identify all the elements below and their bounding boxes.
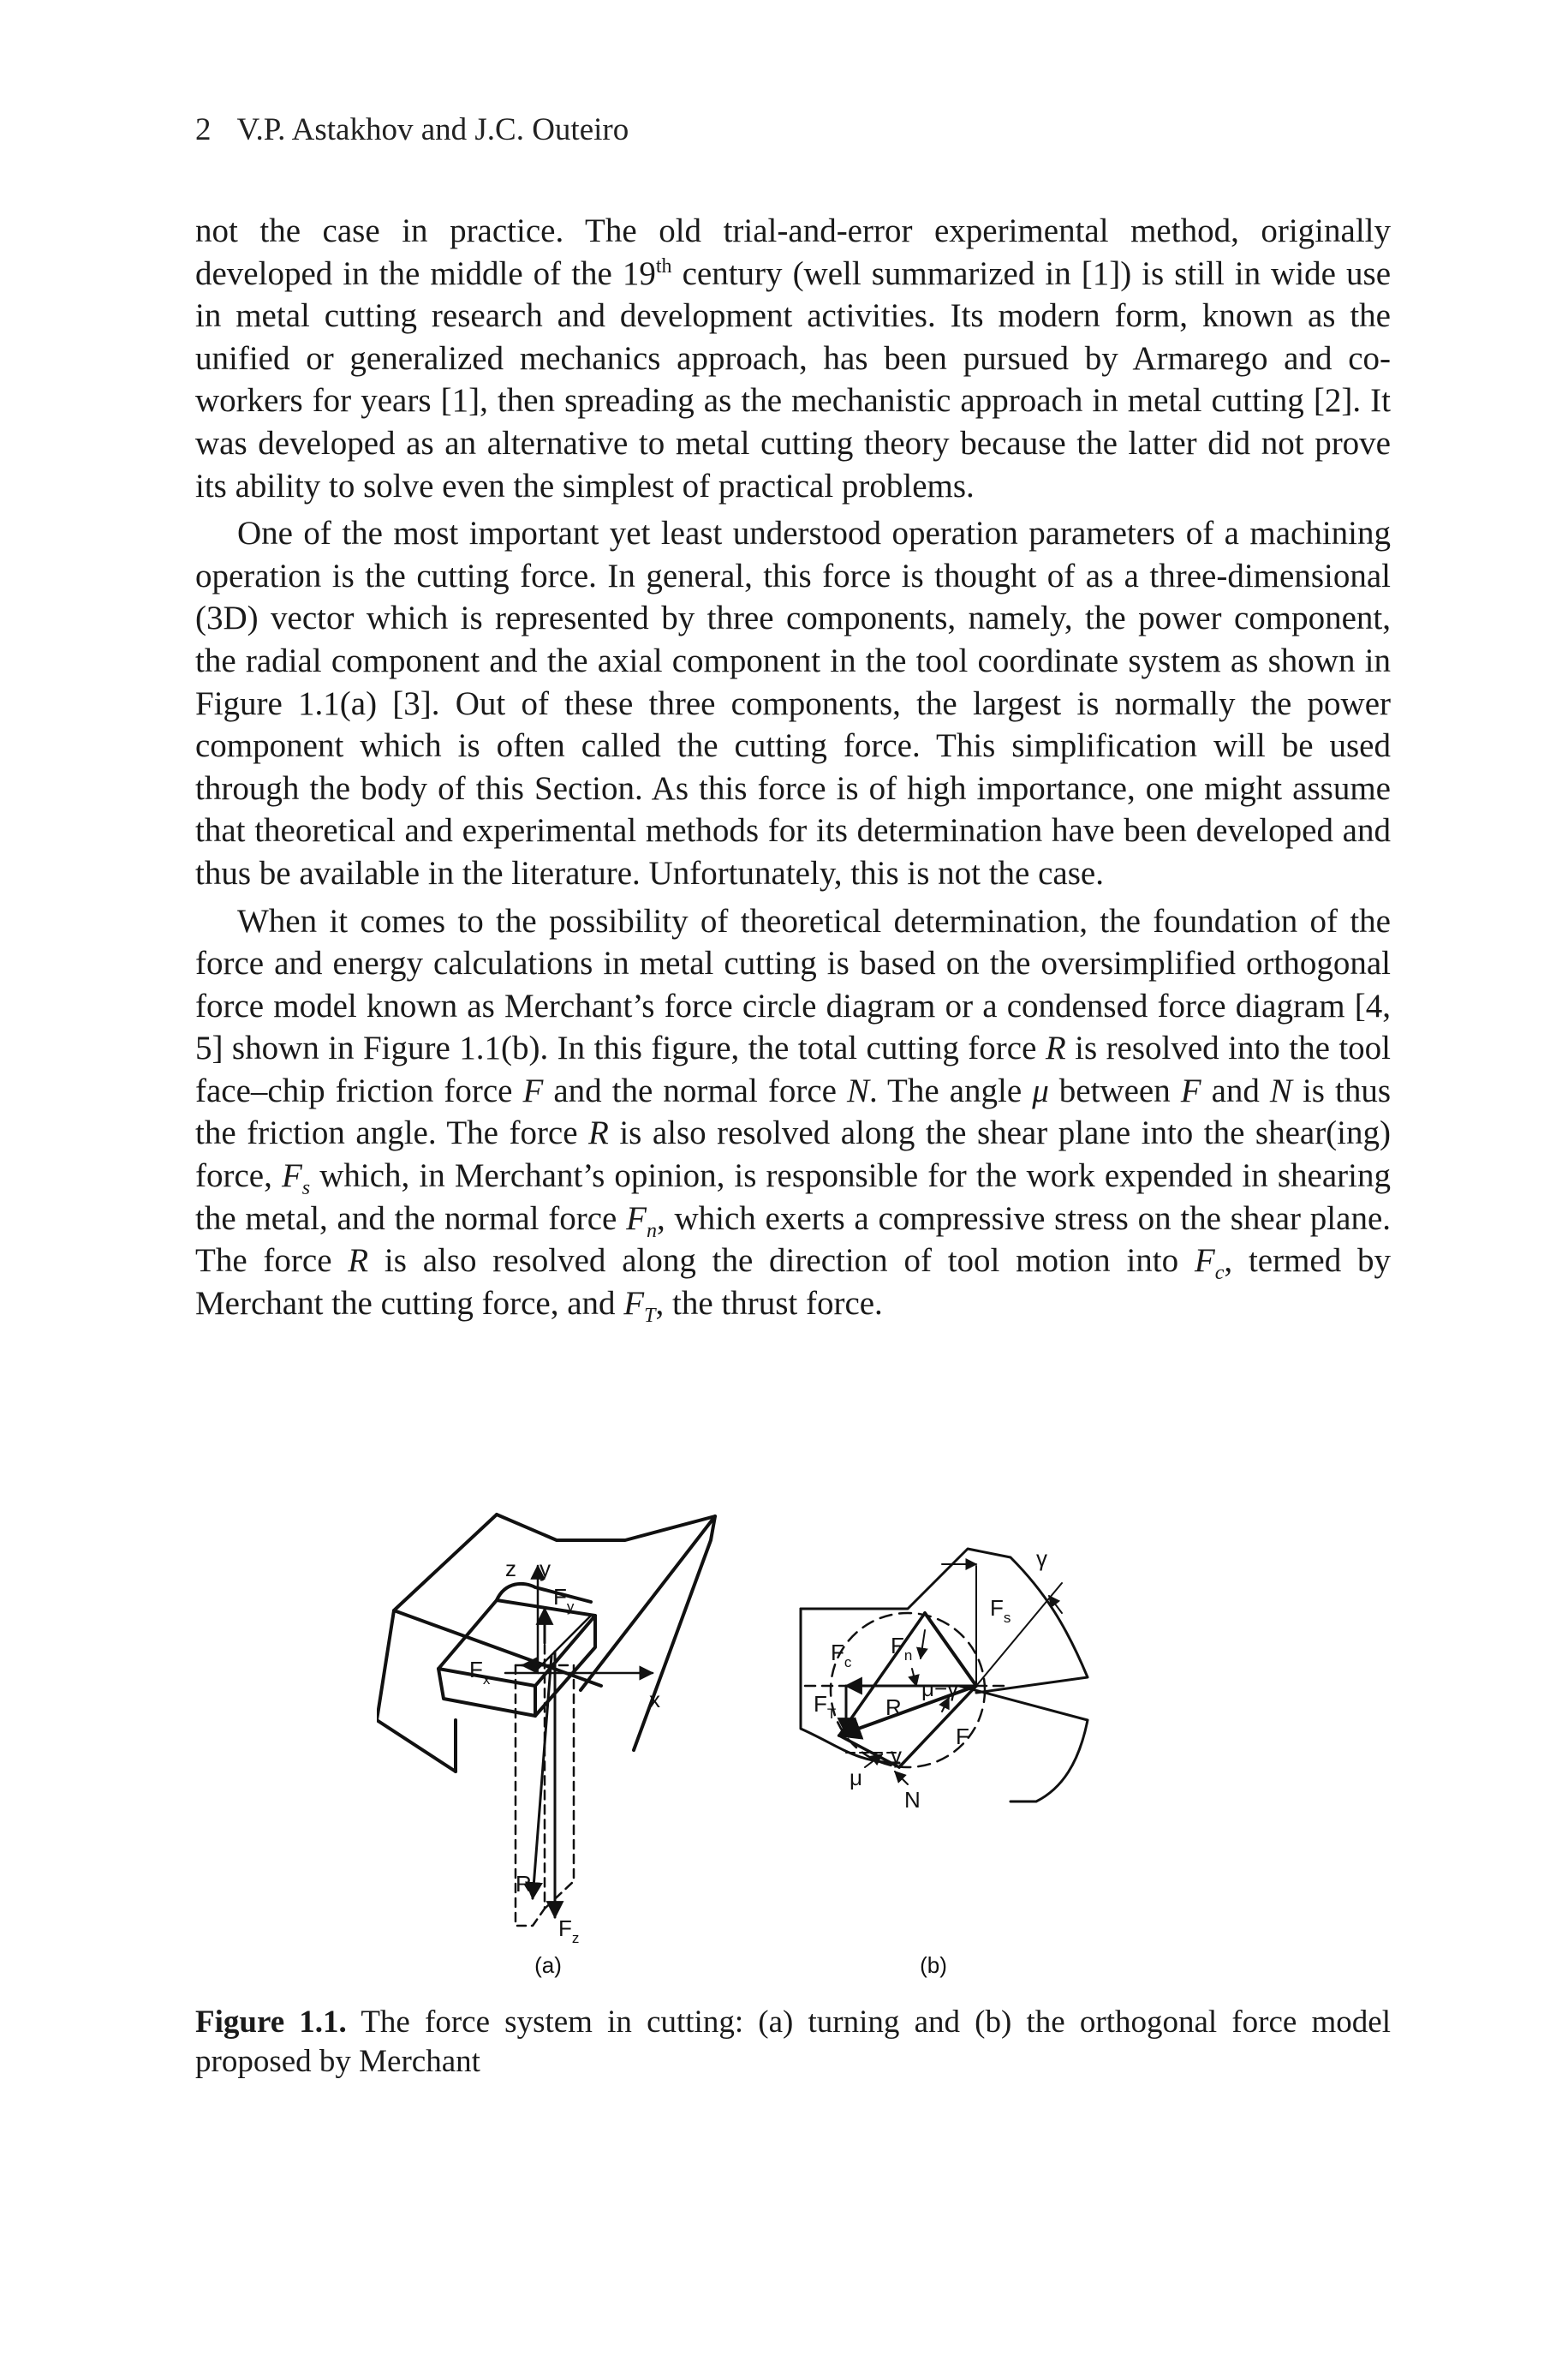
- gamma-ref-line: [976, 1583, 1062, 1686]
- symbol-R: R: [348, 1242, 369, 1280]
- p3-text: which, in Merchant’s opinion, is responsible for the work expended in shearing the metal, and the normal force: [195, 1157, 1391, 1237]
- p3-text: and the normal force: [543, 1072, 847, 1109]
- p3-text: is also resolved along the shear plane into the shear(ing) force,: [195, 1114, 1391, 1195]
- subfigure-label-b: (b): [920, 1952, 947, 1978]
- paragraph-1-text-b: century (well summarized in [1]) is still in wide use in metal cutting research and development activities. Its modern form, known as the unified or generalized mechanics approach, has been pursued by Armarego and co-workers for years [1], then spreading as the mechanistic approach in metal cutting [2]. It was developed as an alternative to metal cutting theory because the latter did not prove its ability to solve even the simplest of practical problems.: [195, 254, 1392, 505]
- p3-text: is also resolved along the direction of tool motion into: [368, 1242, 1195, 1280]
- label-Fy: $F_y$: [553, 1584, 575, 1615]
- p3-text: When it comes to the possibility of theoretical determination, the foundation of the force and energy calculations in metal cutting is based on the oversimplified orthogonal force model known as Merchant’s force circle diagram or a condensed force diagram [4, 5] shown in Figure 1.1(b). In this figure, the total cutting force: [195, 902, 1391, 1067]
- caption-label: Figure 1.1.: [195, 2005, 347, 2040]
- subfigure-label-a: (a): [534, 1952, 562, 1978]
- running-header: [195, 111, 629, 148]
- label-gamma-top: γ: [1036, 1545, 1047, 1571]
- insert-clamp: [497, 1584, 591, 1602]
- header-authors: V.P. Astakhov and J.C. Outeiro: [236, 112, 629, 147]
- symbol-N: N: [1269, 1072, 1292, 1109]
- symbol-R: R: [1045, 1030, 1066, 1067]
- paragraph-2: One of the most important yet least understood operation parameters of a machining operation is the cutting force. In general, this force is thought of as a three-dimensional (3D) vector which is represented by three components, namely, the power component, the radial component and the axial component in the tool coordinate system as shown in Figure 1.1(a) [3]. Out of these three components, the largest is normally the power component which is often called the cutting force. This simplification will be used through the body of this Section. As this force is of high importance, one might assume that theoretical and experimental methods for its determination have been developed and thus be available in the literature. Unfortunately, this is not the case.: [195, 515, 1391, 892]
- symbol-Fs: F: [281, 1157, 302, 1195]
- figure-caption: [195, 2003, 1391, 2082]
- p3-text: is resolved into the tool face–chip friction force: [195, 1030, 1391, 1109]
- tool-body-back-edge: [581, 1516, 715, 1690]
- superscript-th: th: [655, 254, 672, 278]
- label-gamma: γ: [891, 1742, 902, 1768]
- label-Fc: $F_c$: [831, 1640, 852, 1670]
- symbol-F: F: [1180, 1072, 1201, 1109]
- p3-text: , the thrust force.: [655, 1284, 883, 1322]
- label-N: N: [904, 1787, 921, 1813]
- paragraph-1: [195, 210, 1391, 507]
- label-y: y: [540, 1556, 551, 1581]
- subscript-s: s: [301, 1176, 311, 1199]
- label-R-b: R: [885, 1694, 902, 1720]
- p3-text: and: [1201, 1072, 1270, 1109]
- arrow-mu-gamma: [912, 1669, 916, 1686]
- arrow-N: [895, 1772, 908, 1784]
- label-mu-gamma: μ−γ: [921, 1676, 959, 1701]
- arrow-fn: [921, 1630, 925, 1658]
- symbol-Fc: F: [1194, 1242, 1215, 1280]
- figure-1-1: [377, 1506, 1199, 1986]
- p3-text: . The angle: [868, 1072, 1033, 1109]
- label-Fx: $F_x$: [469, 1657, 491, 1688]
- body-text: [195, 210, 1392, 1327]
- label-FT: $F_T$: [814, 1691, 837, 1722]
- p3-text: between: [1048, 1072, 1181, 1109]
- subscript-T: T: [644, 1304, 656, 1327]
- page-number: 2: [195, 112, 212, 147]
- paragraph-3: [195, 900, 1391, 1325]
- symbol-R: R: [588, 1114, 609, 1152]
- subscript-c: c: [1214, 1262, 1225, 1285]
- symbol-FT: F: [623, 1284, 645, 1322]
- label-z: z: [505, 1556, 516, 1581]
- force-Fs: [839, 1613, 925, 1736]
- label-R-a: R: [516, 1871, 532, 1897]
- subscript-n: n: [646, 1219, 657, 1242]
- p3-text: , termed by Merchant the cutting force, and: [195, 1242, 1391, 1322]
- p3-text: , which exerts a compressive stress on the shear plane. The force: [195, 1199, 1392, 1280]
- paragraph-1-text-a: not the case in practice. The old trial-and-error experimental method, originally developed in the middle of the 19: [195, 212, 1391, 292]
- symbol-F: F: [522, 1072, 544, 1109]
- label-F: F: [956, 1724, 969, 1749]
- symbol-mu: μ: [1032, 1072, 1049, 1109]
- label-Fz: $F_z$: [558, 1915, 580, 1946]
- force-diagram: [377, 1506, 1199, 1986]
- label-mu: μ: [850, 1765, 862, 1790]
- workpiece-right: [1011, 1720, 1088, 1801]
- label-x: x: [649, 1687, 660, 1712]
- p3-text: is thus the friction angle. The force: [195, 1072, 1392, 1152]
- caption-text: The force system in cutting: (a) turning and (b) the orthogonal force model proposed by Merchant: [195, 2005, 1391, 2079]
- label-Fs: $F_s$: [990, 1595, 1011, 1626]
- symbol-N: N: [846, 1072, 869, 1109]
- label-Fn: $F_n$: [891, 1633, 913, 1664]
- symbol-Fn: F: [626, 1199, 647, 1237]
